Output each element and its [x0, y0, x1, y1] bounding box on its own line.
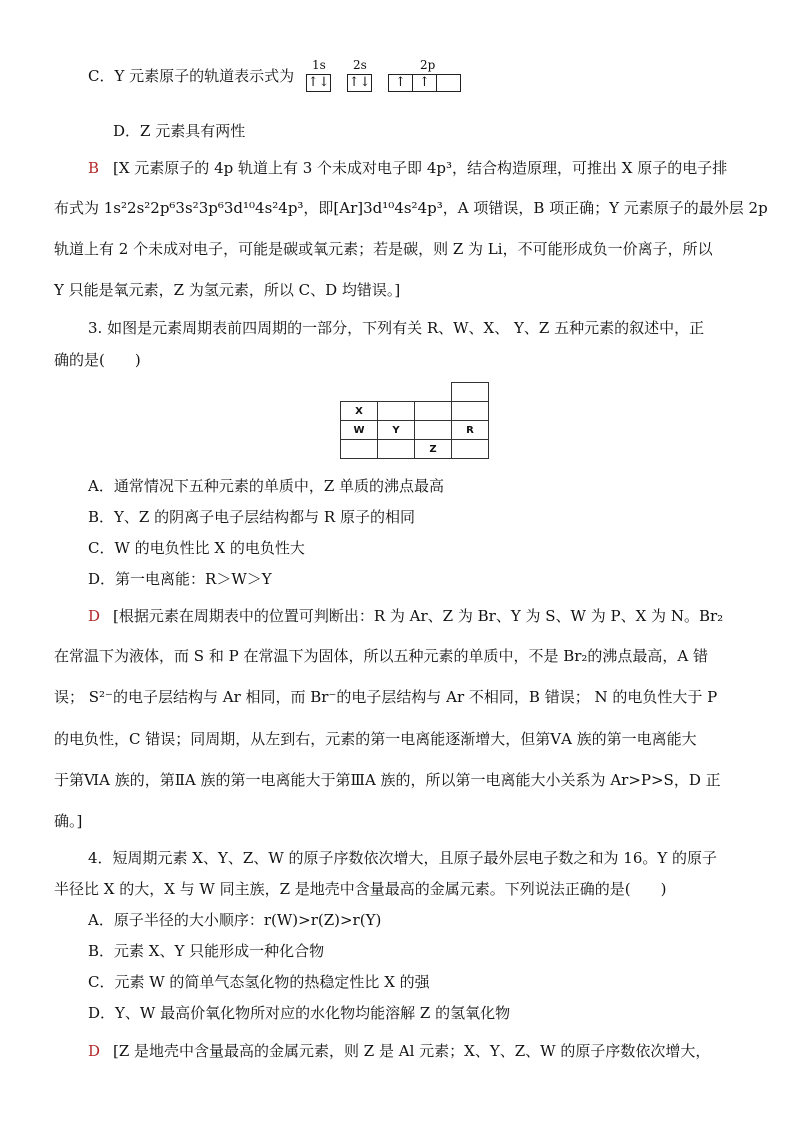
q4-option-a: A．原子半径的大小顺序：r(W)>r(Z)>r(Y)	[88, 911, 382, 929]
answer-4-line-1: [Z 是地壳中含量最高的金属元素，则 Z 是 Al 元素；X、Y、Z、W 的原子序数依次增大，	[113, 1042, 711, 1060]
orbital-2p-cell-2: ↑	[412, 74, 437, 92]
q4-option-d: D．Y、W 最高价氧化物所对应的水化物均能溶解 Z 的氢氧化物	[88, 1004, 511, 1022]
periodic-table-fragment	[340, 382, 489, 459]
pt-cell-x: X	[341, 402, 378, 421]
question-4-line-2: 半径比 X 的大，X 与 W 同主族，Z 是地壳中含量最高的金属元素。下列说法正确的是( )	[54, 880, 667, 898]
q3-option-a: A．通常情况下五种元素的单质中，Z 单质的沸点最高	[88, 477, 445, 495]
pt-cell-empty	[452, 383, 489, 402]
answer-2-letter: B	[88, 159, 100, 177]
q2-option-c: C．Y 元素原子的轨道表示式为	[88, 67, 295, 85]
orbital-2p-cell-1: ↑	[388, 74, 413, 92]
pt-cell-w: W	[341, 421, 378, 440]
answer-3-line-4: 的电负性，C 错误；同周期，从左到右，元素的第一电离能逐渐增大，但第ⅤA 族的第一电离能大	[54, 730, 697, 748]
answer-3-line-3: 误； S²⁻的电子层结构与 Ar 相同，而 Br⁻的电子层结构与 Ar 不相同，B 错误； N 的电负性大于 P	[54, 688, 718, 706]
pt-cell-y: Y	[378, 421, 415, 440]
q3-option-c: C．W 的电负性比 X 的电负性大	[88, 539, 305, 557]
answer-4-letter: D	[88, 1042, 101, 1060]
orbital-label-2p: 2p	[420, 58, 436, 72]
answer-3-line-1: [根据元素在周期表中的位置可判断出：R 为 Ar、Z 为 Br、Y 为 S、W 为 P、X 为 N。Br₂	[113, 607, 724, 625]
q4-option-c: C．元素 W 的简单气态氢化物的热稳定性比 X 的强	[88, 973, 430, 991]
orbital-2s-cell: ↑↓	[348, 75, 371, 90]
answer-3-line-6: 确。]	[54, 812, 83, 830]
orbital-label-1s: 1s	[312, 58, 326, 72]
q4-option-b: B．元素 X、Y 只能形成一种化合物	[88, 942, 325, 960]
answer-2-line-3: 轨道上有 2 个未成对电子，可能是碳或氧元素；若是碳，则 Z 为 Li，不可能形成负一价离子，所以	[54, 240, 713, 258]
answer-3-line-5: 于第ⅥA 族的，第ⅡA 族的第一电离能大于第ⅢA 族的，所以第一电离能大小关系为 Ar>P>S，D 正	[54, 771, 721, 789]
pt-cell-z: Z	[415, 440, 452, 459]
orbital-1s-cell: ↑↓	[307, 75, 330, 90]
orbital-1s-box	[306, 74, 331, 92]
answer-2-line-1: [X 元素原子的 4p 轨道上有 3 个未成对电子即 4p³，结合构造原理，可推出 X 原子的电子排	[113, 159, 728, 177]
orbital-label-2s: 2s	[353, 58, 367, 72]
question-3-line-1: 3. 如图是元素周期表前四周期的一部分，下列有关 R、W、X、 Y、Z 五种元素的叙述中，正	[88, 319, 705, 337]
question-4-line-1: 4．短周期元素 X、Y、Z、W 的原子序数依次增大，且原子最外层电子数之和为 16。Y 的原子	[88, 849, 718, 867]
q2-option-d: D．Z 元素具有两性	[113, 122, 246, 140]
answer-3-line-2: 在常温下为液体，而 S 和 P 在常温下为固体，所以五种元素的单质中，不是 Br₂的沸点最高，A 错	[54, 647, 709, 665]
answer-3-letter: D	[88, 607, 101, 625]
pt-cell-r: R	[452, 421, 489, 440]
orbital-2p-cell-3	[436, 74, 461, 92]
orbital-2s-box	[347, 74, 372, 92]
orbital-2p-box	[388, 74, 461, 92]
question-3-line-2: 确的是( )	[54, 351, 141, 369]
q3-option-b: B．Y、Z 的阴离子电子层结构都与 R 原子的相同	[88, 508, 415, 526]
q3-option-d: D．第一电离能：R＞W＞Y	[88, 570, 272, 588]
answer-2-line-4: Y 只能是氧元素，Z 为氢元素，所以 C、D 均错误。]	[54, 281, 401, 299]
answer-2-line-2: 布式为 1s²2s²2p⁶3s²3p⁶3d¹⁰4s²4p³，即[Ar]3d¹⁰4s²4p³，A 项错误，B 项正确；Y 元素原子的最外层 2p	[54, 199, 768, 217]
